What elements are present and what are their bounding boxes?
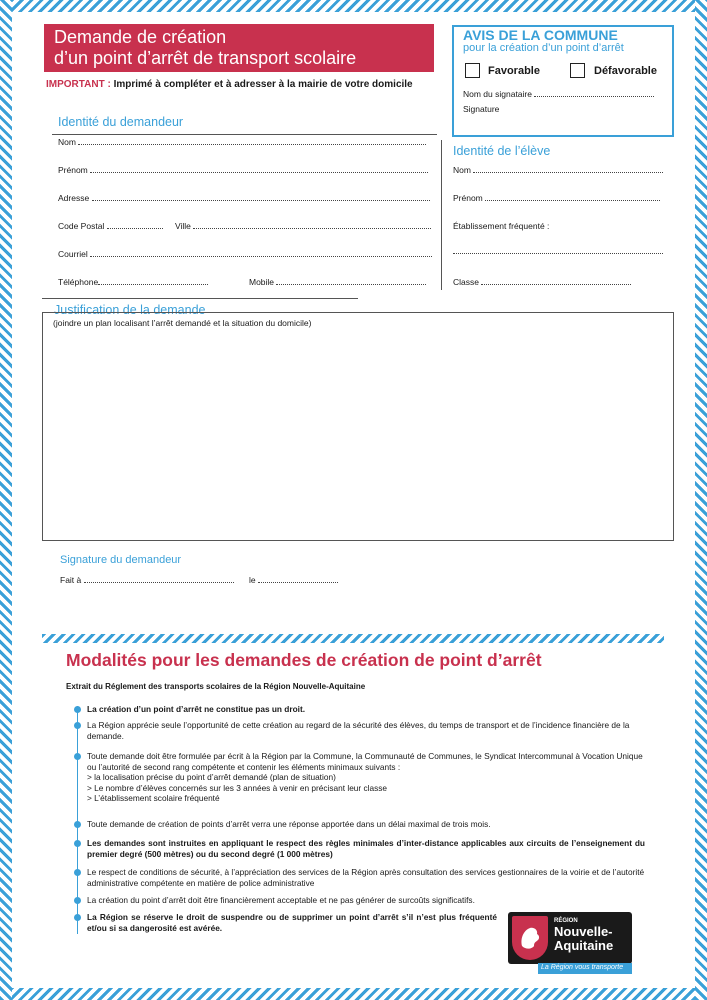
bullet-dot xyxy=(74,753,81,760)
justification-title: Justification de la demande xyxy=(54,303,206,317)
code-postal-label: Code Postal xyxy=(58,221,105,231)
bullet-dot xyxy=(74,897,81,904)
eleve-nom-label: Nom xyxy=(453,165,471,175)
telephone-label: Téléphone xyxy=(58,277,99,287)
bullet-dot xyxy=(74,869,81,876)
ville-field[interactable] xyxy=(175,221,431,231)
bullet-dot xyxy=(74,821,81,828)
code-postal-field[interactable] xyxy=(58,221,163,231)
telephone-field[interactable] xyxy=(58,277,208,287)
defavorable-checkbox[interactable] xyxy=(570,63,585,78)
demandeur-nom-field[interactable] xyxy=(58,137,426,147)
modalite-item-2: La Région apprécie seule l’opportunité de cette création au regard de la sécurité des élèves, du temps de transport et de l’incidence financière de la demande. xyxy=(87,720,630,741)
fait-a-field[interactable] xyxy=(60,575,234,585)
demandeur-prenom-field[interactable] xyxy=(58,165,428,175)
fait-a-label: Fait à xyxy=(60,575,82,585)
le-label: le xyxy=(249,575,256,585)
eleve-prenom-field[interactable] xyxy=(453,193,660,203)
important-label: IMPORTANT : xyxy=(46,79,111,90)
divider xyxy=(52,134,437,135)
classe-field[interactable] xyxy=(453,277,631,287)
bullet-dot xyxy=(74,722,81,729)
courriel-label: Courriel xyxy=(58,249,88,259)
modalite-item-6: Le respect de conditions de sécurité, à l’appréciation des services de la Région après consultation des services gestionnaires de la voirie et de l’autorité administrative compétente en matière de police administrative xyxy=(87,867,645,888)
defavorable-label: Défavorable xyxy=(594,65,657,77)
logo-name-line2: Aquitaine xyxy=(554,938,614,953)
region-nouvelle-aquitaine-logo xyxy=(508,912,632,974)
favorable-checkbox[interactable] xyxy=(465,63,480,78)
modalites-title: Modalités pour les demandes de création de point d’arrêt xyxy=(66,650,542,670)
form-title-line1: Demande de création xyxy=(54,27,227,47)
divider xyxy=(441,140,442,290)
demandeur-adresse-field[interactable] xyxy=(58,193,430,203)
modalite-subitem: > L’établissement scolaire fréquenté xyxy=(87,793,220,803)
etablissement-field[interactable] xyxy=(453,246,663,256)
eleve-prenom-label: Prénom xyxy=(453,193,483,203)
logo-tagline: La Région vous transporte xyxy=(541,964,624,971)
avis-title: AVIS DE LA COMMUNE xyxy=(463,27,618,43)
logo-region-text: RÉGION xyxy=(554,918,578,924)
modalite-item-5: Les demandes sont instruites en appliquant le respect des règles minimales d’inter-distance applicables aux circuits de l’enseignement du premier degré (500 mètres) ou du second degré (1 000 mètres) xyxy=(87,838,645,859)
mobile-label: Mobile xyxy=(249,277,275,287)
modalite-item-1: La création d’un point d’arrêt ne constitue pas un droit. xyxy=(87,704,306,714)
avis-signature-label: Signature xyxy=(463,104,500,114)
justification-textarea[interactable] xyxy=(42,312,674,541)
ville-label: Ville xyxy=(175,221,191,231)
nom-label: Nom xyxy=(58,137,76,147)
section-divider-stripe xyxy=(42,634,664,643)
modalite-item-7: La création du point d’arrêt doit être financièrement acceptable et ne pas générer de surcoûts significatifs. xyxy=(87,895,475,905)
logo-name-line1: Nouvelle- xyxy=(554,924,613,939)
modalite-item-3 xyxy=(87,751,645,804)
classe-label: Classe xyxy=(453,277,479,287)
lion-glyph xyxy=(512,916,548,960)
border-stripe-right xyxy=(695,0,707,1000)
justification-note: (joindre un plan localisant l’arrêt demandé et la situation du domicile) xyxy=(53,318,312,328)
avis-subtitle: pour la création d’un point d’arrêt xyxy=(463,42,624,54)
demandeur-section-title: Identité du demandeur xyxy=(58,115,184,129)
bullet-dot xyxy=(74,914,81,921)
date-field[interactable] xyxy=(249,575,338,585)
bullet-dot xyxy=(74,706,81,713)
modalite-subitem: > la localisation précise du point d’arrêt demandé (plan de situation) xyxy=(87,772,336,782)
adresse-label: Adresse xyxy=(58,193,90,203)
signataire-label: Nom du signataire xyxy=(463,89,532,99)
important-notice xyxy=(46,79,413,90)
modalite-item-8: La Région se réserve le droit de suspendre ou de supprimer un point d’arrêt s’il n’est plus fréquenté et/ou si sa dangerosité est avérée. xyxy=(87,912,497,933)
lion-emblem-icon xyxy=(512,916,548,960)
eleve-section-title: Identité de l’élève xyxy=(453,144,551,158)
border-stripe-left xyxy=(0,0,12,1000)
extrait-heading: Extrait du Réglement des transports scolaires de la Région Nouvelle-Aquitaine xyxy=(66,682,366,691)
mobile-field[interactable] xyxy=(249,277,426,287)
logo-name xyxy=(554,925,613,953)
modalite-item-3-intro: Toute demande doit être formulée par écrit à la Région par la Commune, la Communauté de Communes, le Syndicat Intercommunal à Vocation Unique ou l’autorité de second rang compétente et contenir les éléments minimaux suivants : xyxy=(87,751,643,772)
signataire-field[interactable] xyxy=(463,89,654,99)
modalite-subitem: > Le nombre d’élèves concernés sur les 3 années à venir en précisant leur classe xyxy=(87,782,388,793)
divider xyxy=(42,298,358,299)
eleve-nom-field[interactable] xyxy=(453,165,663,175)
signature-title: Signature du demandeur xyxy=(60,554,182,566)
favorable-label: Favorable xyxy=(488,65,540,77)
important-text: Imprimé à compléter et à adresser à la mairie de votre domicile xyxy=(113,79,413,90)
courriel-field[interactable] xyxy=(58,249,432,259)
form-title xyxy=(44,24,434,72)
modalite-item-4: Toute demande de création de points d’arrêt verra une réponse apportée dans un délai maximal de trois mois. xyxy=(87,819,491,829)
border-stripe-bottom xyxy=(0,988,707,1000)
prenom-label: Prénom xyxy=(58,165,88,175)
etablissement-label: Établissement fréquenté : xyxy=(453,221,550,231)
bullet-dot xyxy=(74,840,81,847)
border-stripe-top xyxy=(0,0,707,12)
form-title-line2: d’un point d’arrêt de transport scolaire xyxy=(54,48,357,68)
